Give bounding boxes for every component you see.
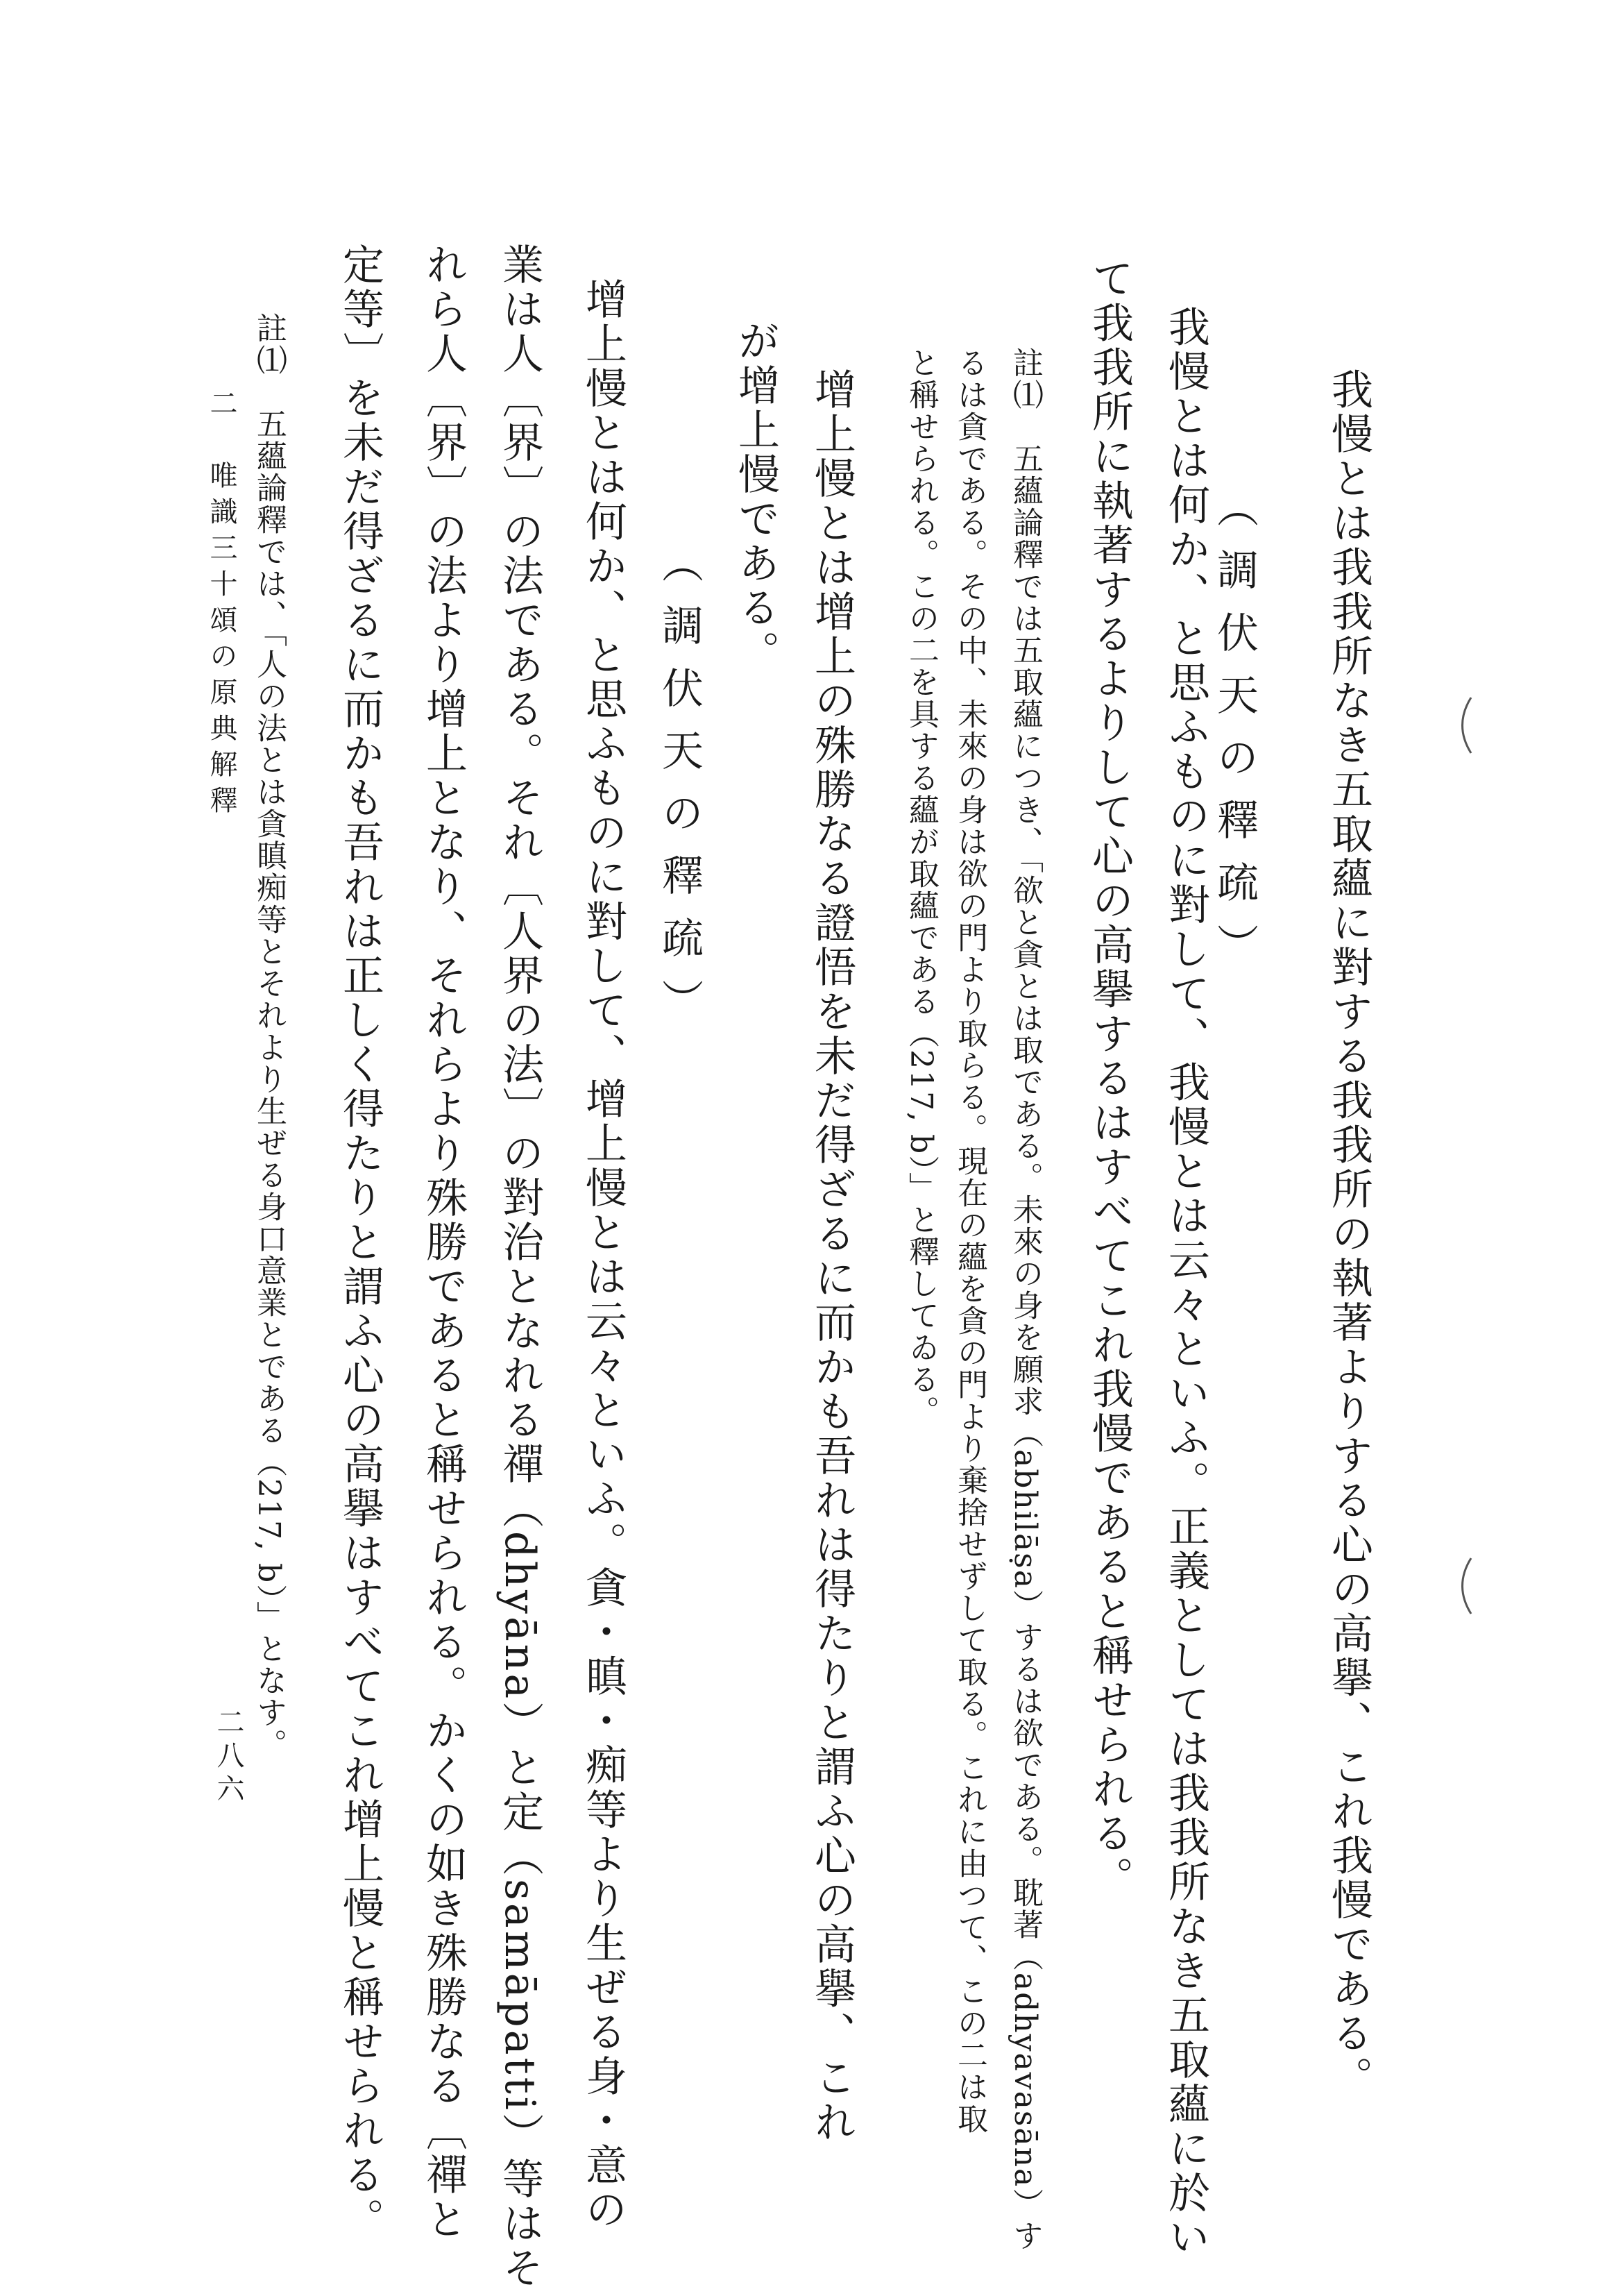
text-column-9: 定等〕を未だ得ざるに而かも吾れは正しく得たりと謂ふ心の高擧はすべてこれ增上慢と稱せられる。 (336, 243, 384, 2242)
footnote-1-line-2: るは貪である。その中、未來の身は欲の門より取らる。現在の蘊を貪の門より棄捨せずして取る。これに由つて、この二は取 (952, 347, 987, 2135)
text-column-3: て我我所に執著するよりして心の高擧するはすべてこれ我慢であると稱せられる。 (1085, 257, 1134, 1900)
text-column-7: 業は人〔界〕の法である。それ〔人界の法〕の對治となれる禪（dhyāna）と定（samāpatti）等はそ (495, 243, 544, 2290)
text-column-6: 增上慢とは何か、と思ふものに對して、增上慢とは云々といふ。貪・瞋・痴等より生ぜる身・意の (579, 278, 627, 2232)
text-column-1: 我慢とは我我所なき五取蘊に對する我我所の執著よりする心の高擧、これ我慢である。 (1325, 368, 1373, 2100)
text-column-5: が增上慢である。 (731, 319, 780, 675)
scan-mark-1 (1450, 694, 1478, 757)
running-head: 二 唯識三十頌の原典解釋 (205, 389, 237, 822)
section-heading-2: （調伏天の釋疏） (655, 541, 704, 1041)
footnote-1-line-3: と稱せられる。この二を具する蘊が取蘊である（217, b）」と釋してゐる。 (903, 347, 939, 1428)
text-column-4: 增上慢とは增上の殊勝なる證悟を未だ得ざるに而かも吾れは得たりと謂ふ心の高擧、これ (808, 368, 856, 2145)
page-number: 二八六 (212, 1707, 244, 1807)
scan-mark-2 (1450, 1555, 1478, 1617)
footnote-1-line-1: 註⑴ 五蘊論釋では五取蘊につき、「欲と貪とは取である。未來の身を願求（abhilāṣa）するは欲である。耽著（adhyavasāna）す (1008, 347, 1043, 2252)
text-column-8: れら人〔界〕の法より增上となり、それらより殊勝であると稱せられる。かくの如き殊勝なる〔禪と (419, 243, 468, 2242)
footnote-2: 註⑴ 五蘊論釋では、「人の法とは貪瞋痴等とそれより生ぜる身口意業とである（217, b）」となす。 (251, 312, 287, 1761)
text-column-2: 我慢とは何か、と思ふものに對して、我慢とは云々といふ。正義としては我我所なき五取蘊に於い (1162, 305, 1210, 2260)
section-heading-1: （調伏天の釋疏） (1210, 486, 1259, 986)
